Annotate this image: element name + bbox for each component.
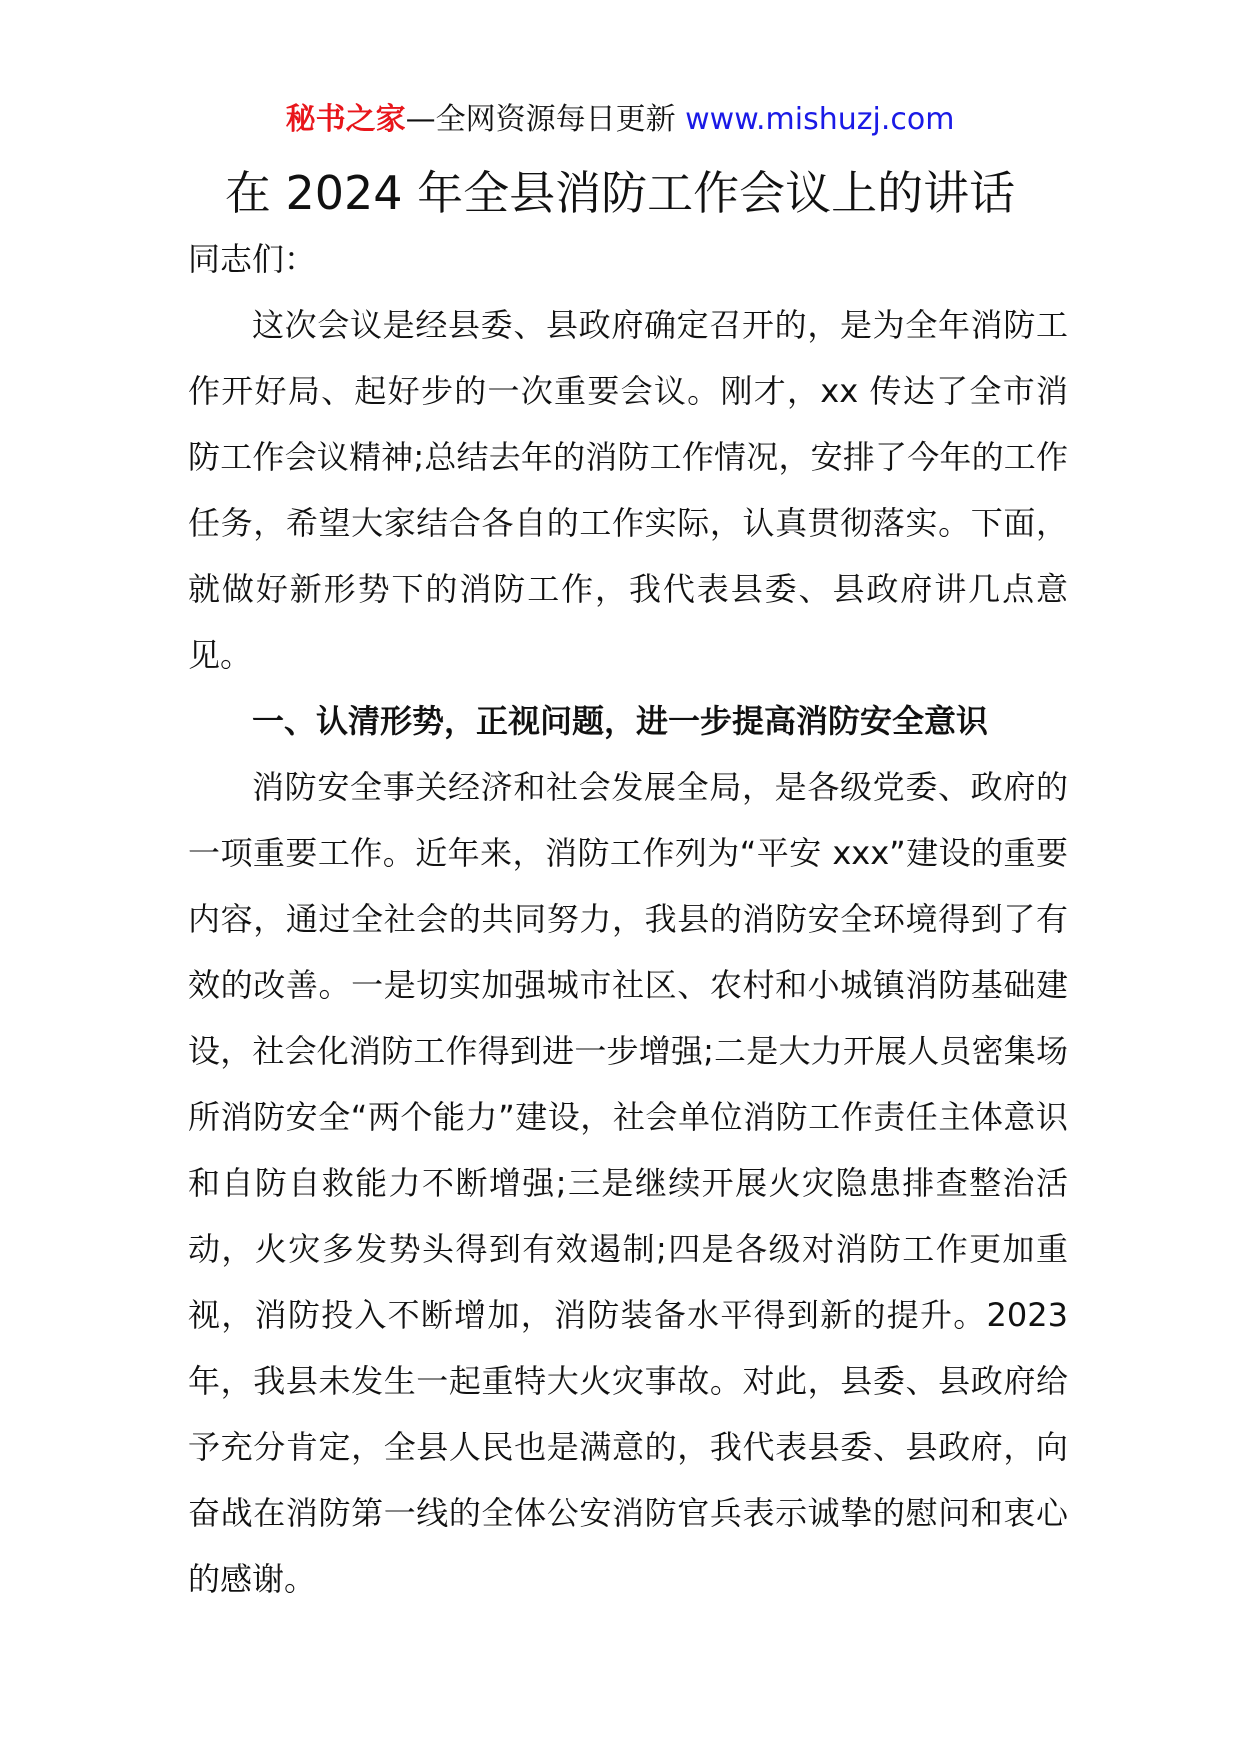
brand-name: 秘书之家 (285, 102, 406, 137)
document-body (188, 226, 1068, 1612)
salutation: 同志们： (188, 240, 317, 278)
document-title: 在 2024 年全县消防工作会议上的讲话 (224, 166, 1016, 220)
banner-tagline: —全网资源每日更新 (405, 102, 686, 137)
site-url-link[interactable]: www.mishuzj.com (685, 102, 955, 137)
paragraph-situation: 消防安全事关经济和社会发展全局，是各级党委、政府的一项重要工作。近年来，消防工作列为“平安 xxx”建设的重要内容，通过全社会的共同努力，我县的消防安全环境得到了有效的改善。一是切实加强城市社区、农村和小城镇消防基础建设，社会化消防工作得到进一步增强;二是大力开展人员密集场所消防安全“两个能力”建设，社会单位消防工作责任主体意识和自防自救能力不断增强;三是继续开展火灾隐患排查整治活动，火灾多发势头得到有效遏制;四是各级对消防工作更加重视，消防投入不断增加，消防装备水平得到新的提升。2023 年，我县未发生一起重特大火灾事故。对此，县委、县政府给予充分肯定，全县人民也是满意的，我代表县委、县政府，向奋战在消防第一线的全体公安消防官兵表示诚挚的慰问和衷心的感谢。 (188, 768, 1068, 1598)
site-banner (0, 100, 1240, 140)
section-heading-1: 一、认清形势，正视问题，进一步提高消防安全意识 (252, 702, 989, 740)
paragraph-intro: 这次会议是经县委、县政府确定召开的，是为全年消防工作开好局、起好步的一次重要会议。刚才，xx 传达了全市消防工作会议精神;总结去年的消防工作情况，安排了今年的工作任务，希望大家结合各自的工作实际，认真贯彻落实。下面，就做好新形势下的消防工作，我代表县委、县政府讲几点意见。 (188, 306, 1068, 674)
